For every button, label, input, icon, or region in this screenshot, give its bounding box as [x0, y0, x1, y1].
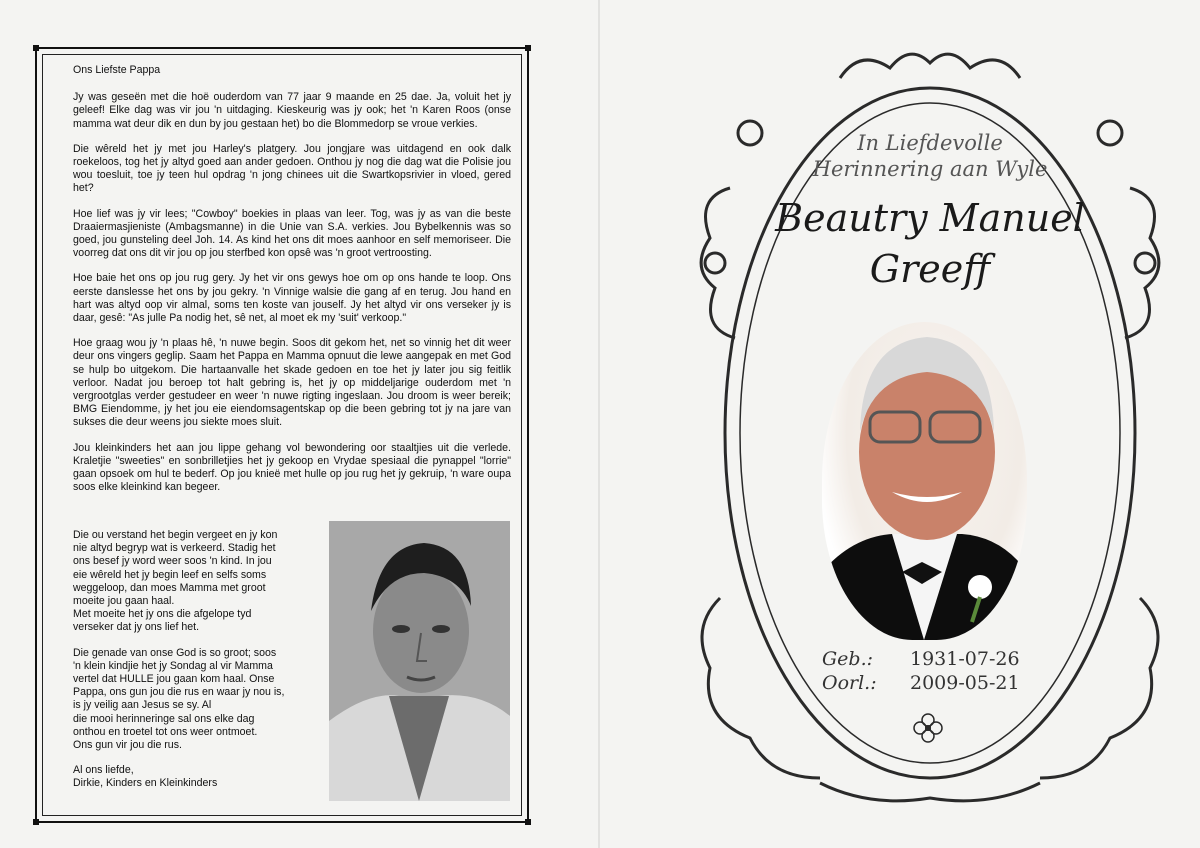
letter-paragraph: Die genade van onse God is so groot; soos 'n klein kindjie het jy Sondag al vir Mamma vertel dat HULLE jou gaan kom haal. Onse Pappa, ons gun jou die rus en waar jy nou is, is jy veilig aan Jesus se sy. Al die mooi herinneringe sal ons elke dag onthou en troetel tot ons weer ontmoet. Ons gun vir jou die rus. [73, 646, 285, 752]
letter-paragraph: Jy was geseën met die hoë ouderdom van 77 jaar 9 maande en 25 dae. Ja, voluit het jy geleef! Elke dag was vir jou 'n uitdaging. Kieskeurig was jy ook; het 'n Karen Roos (onse mamma wat deur dik en dun by jou gestaan het) bo die Blommedorp se vroue verkies. [73, 91, 511, 130]
letter-paragraph: Die ou verstand het begin vergeet en jy kon nie altyd begryp wat is verkeerd. Stadig het ons besef jy word weer soos 'n kind. In jou eie wêreld het jy begin leef en selfs soms weggeloop, dan moes Mamma met groot moeite jou gaan haal. Met moeite het jy ons die afgelope tyd verseker dat jy ons lief het. [73, 529, 278, 634]
died-date: 2009-05-21 [910, 672, 1020, 694]
cover-subtitle-line1: In Liefdevolle [857, 131, 1003, 155]
cover-subtitle-line2: Herinnering aan Wyle [812, 157, 1048, 181]
deceased-surname: Greeff [869, 247, 991, 291]
life-dates [822, 647, 1050, 695]
flower-icon [914, 714, 942, 742]
tribute-letter [73, 64, 511, 506]
letter-paragraph: Jou kleinkinders het aan jou lippe gehang vol bewondering oor staaltjies uit die verlede. Kraletjie "sweeties" en sonbrilletjies het jy gekoop en Vrydae spesiaal die pynappel "lorrie" gaan opsoek om hul te bederf. Op jou knieë met hulle op jou rug het jy gekruip, 'n ware oupa soos elke kleinkind kan begeer. [73, 441, 511, 494]
young-portrait-photo [329, 521, 510, 801]
letter-paragraph: Die wêreld het jy met jou Harley's platgery. Jou jongjare was uitdagend en ook dalk roekeloos, tog het jy altyd goed aan ander gedoen. Onthou jy nog die dag wat die Polisie jou wou toesluit, toe jy teen hul opdrag 'n jong chinees uit die Swartkopsrivier in vloed, gered het? [73, 142, 511, 195]
deceased-name: Beautry Manuel [775, 196, 1085, 240]
born-date: 1931-07-26 [910, 648, 1020, 670]
letter-paragraph: Hoe graag wou jy 'n plaas hê, 'n nuwe begin. Soos dit gekom het, net so vinnig het dit weer deur ons vingers geglip. Saam het Pappa en Mamma opnuut die lewe aangepak en met God se hulp bo uitgekom. Die hartaanvalle het skade gedoen en toe het jy later jou sig feitlik verloor. Nadat jou beroep tot halt gebring is, het jy op middeljarige ouderdom met 'n vergrootglas verder gestudeer en weer 'n nuwe rigting ingeslaan. Jou droom is weer bereik; BMG Eiendomme, jy het jou eie eiendomsagentskap op die been gebring tot jy na jare van sukses die deur weens jou siekte moes sluit. [73, 337, 511, 429]
letter-signature: Al ons liefde, Dirkie, Kinders en Kleinkinders [73, 764, 218, 790]
letter-paragraph: Hoe lief was jy vir lees; "Cowboy" boekies in plaas van leer. Tog, was jy as van die beste Draaiermasjieniste (Ambagsmanne) in die Unie van S.A. verkies. Jou Bybelkennis was so goed, jou gunsteling deel Joh. 14. As kind het ons dit moes aanhoor en self memoriseer. Die voorreg dat ons dit vir jou op jou sterfbed kon opsê was 'n groot vertroosting. [73, 207, 511, 260]
portrait-photo [822, 322, 1027, 640]
letter-greeting: Ons Liefste Pappa [73, 64, 161, 76]
letter-paragraph: Hoe baie het ons op jou rug gery. Jy het vir ons gewys hoe om op ons hande te loop. Ons eerste danslesse het ons by jou gekry. 'n Vinnige walsie die gang af en terug. Jou hand en hart was altyd oop vir almal, soms ten koste van jouself. Jy het altyd vir ons verseker jy is daar, gesê: "As julle Pa nodig het, sê net, al moet ek my 'suit' verkoop." [73, 272, 511, 325]
born-label: Geb.: [822, 648, 874, 670]
letter-closing [73, 529, 331, 803]
died-label: Oorl.: [822, 672, 877, 694]
page-fold [598, 0, 600, 848]
